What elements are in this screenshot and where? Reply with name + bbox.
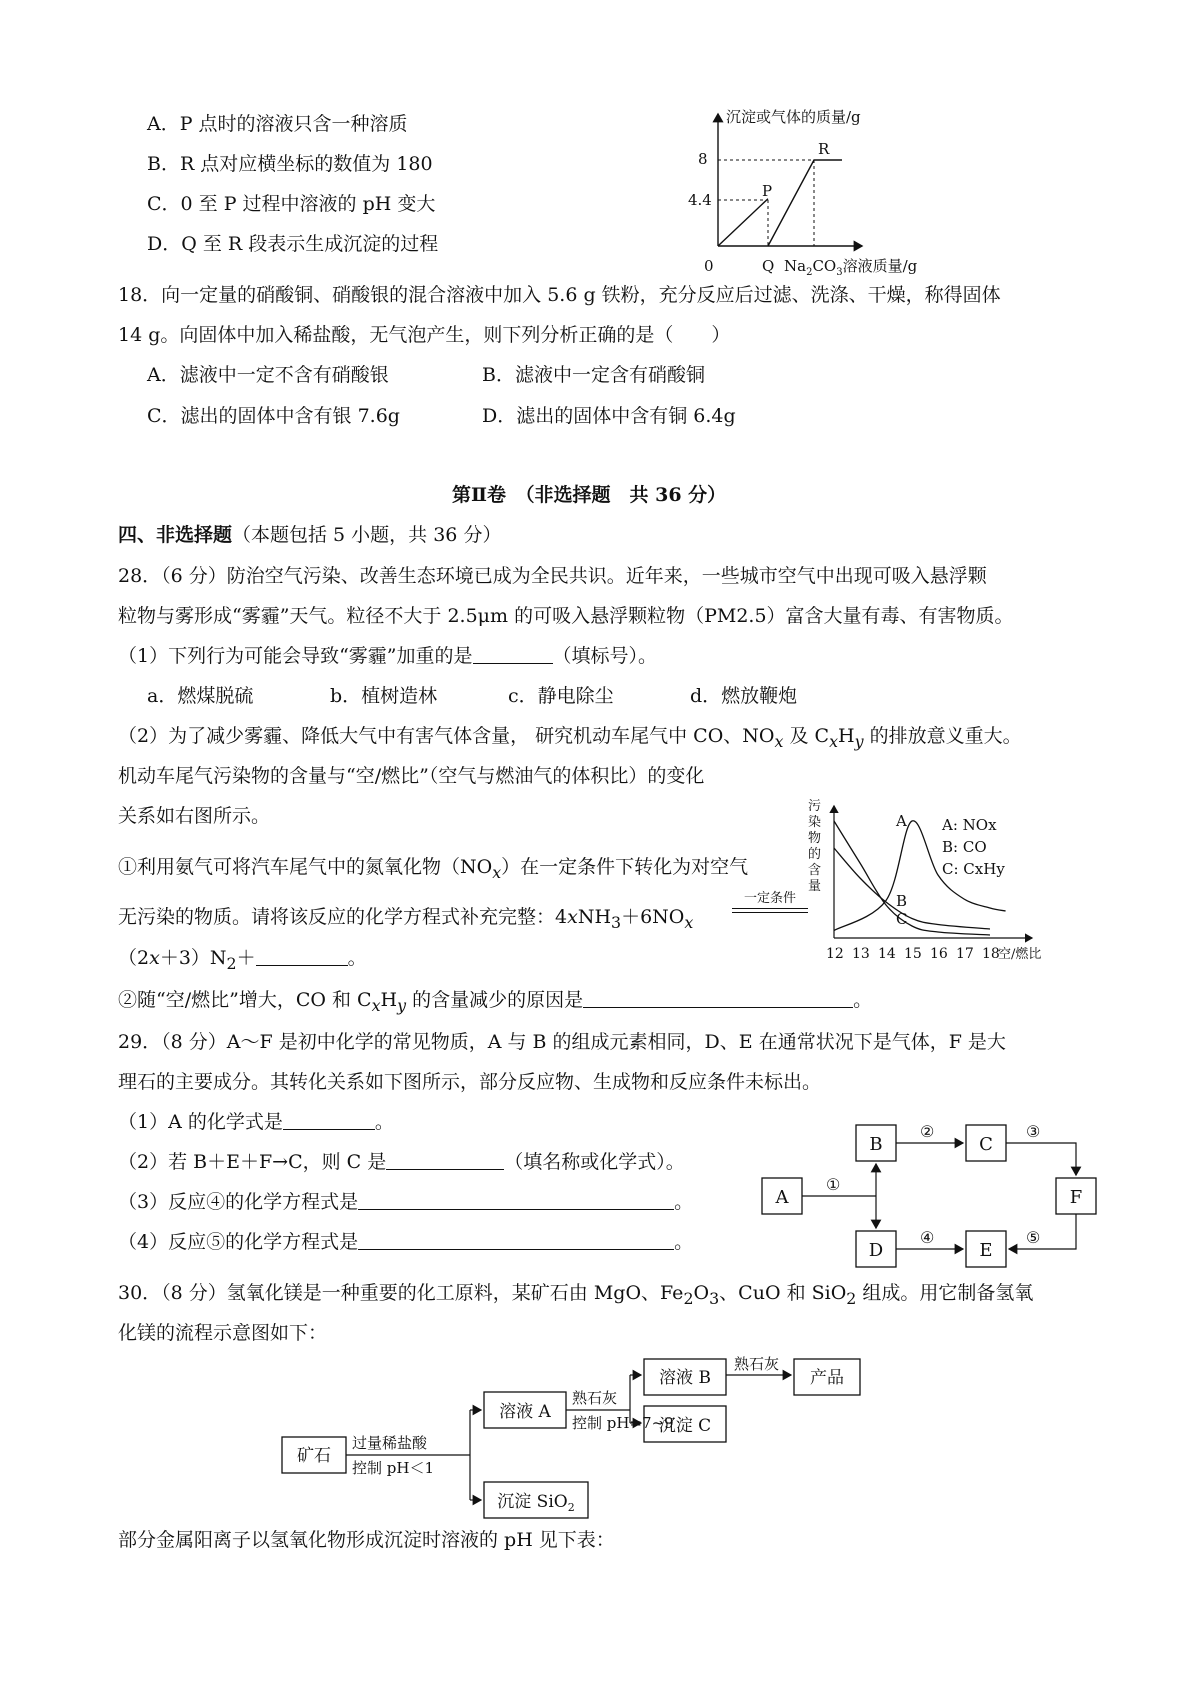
node-d (856, 1231, 896, 1267)
series-gas (718, 199, 768, 246)
box-solution-a (484, 1392, 566, 1428)
svg-text:F: F (1069, 1187, 1083, 1208)
step1-condition: 控制 pH＜1 (352, 1459, 434, 1477)
q28-stem-line1: 28．（6 分）防治空气污染、改善生态环境已成为全民共识。近年来，一些城市空气中出现可吸入悬浮颗 (118, 565, 987, 587)
point-r-label: R (818, 140, 830, 158)
x-tick-17: 17 (956, 946, 974, 962)
x-tick-14: 14 (878, 946, 896, 962)
origin-label: 0 (704, 257, 714, 275)
point-q-label: Q (762, 257, 775, 275)
reaction-3: ③ (1026, 1122, 1041, 1141)
q28-stem-line2: 粒物与雾形成“雾霾”天气。粒径不大于 2.5μm 的可吸入悬浮颗粒物（PM2.5）富含大量有毒、有害物质。 (118, 605, 1014, 627)
answer-blank[interactable] (283, 1111, 375, 1130)
box-ore (282, 1437, 346, 1473)
part-heading: 四、非选择题（本题包括 5 小题，共 36 分） (118, 524, 502, 546)
reaction-4: ④ (920, 1228, 935, 1247)
answer-blank[interactable] (358, 1191, 674, 1210)
process-flowchart (280, 1355, 940, 1515)
y-axis-label: 沉淀或气体的质量/g (726, 108, 861, 126)
conversion-diagram (760, 1115, 1100, 1275)
step3-reagent: 熟石灰 (734, 1355, 780, 1373)
q28-option-d: d．燃放鞭炮 (690, 685, 798, 707)
chart-precipitate-gas (690, 108, 960, 276)
curve-label-c: C (896, 910, 908, 928)
q29-sub4: （4）反应⑤的化学方程式是 。 (118, 1231, 694, 1253)
x-axis-label: 空/燃比 (998, 947, 1042, 962)
svg-text:溶液 A: 溶液 A (499, 1402, 551, 1422)
box-precipitate-sio2 (484, 1482, 588, 1518)
q28-p2: ②随“空/燃比”增大，CO 和 $C_xH_y$ 的含量减少的原因是 。 (118, 989, 873, 1015)
arrow-c-f (1006, 1143, 1076, 1175)
q28-option-b: b．植树造林 (330, 685, 438, 707)
svg-text:E: E (979, 1240, 993, 1261)
q18-option-d: D．滤出的固体中含有铜 6.4g (482, 405, 736, 427)
answer-blank[interactable] (358, 1231, 674, 1250)
curve-label-a: A (896, 812, 907, 830)
x-tick-16: 16 (930, 946, 948, 962)
legend-b: B: CO (942, 838, 987, 856)
q30-stem-line1: 30．（8 分）氢氧化镁是一种重要的化工原料，某矿石由 MgO、$Fe_2O_3$、CuO 和 SiO$_2$ 组成。用它制备氢氧 (118, 1282, 1034, 1308)
x-tick-12: 12 (826, 946, 844, 962)
box-solution-b (644, 1359, 726, 1395)
y-label-char: 物 (808, 831, 822, 846)
legend-a: A: NOx (942, 816, 997, 834)
arrow-f-e (1009, 1214, 1076, 1249)
svg-text:矿石: 矿石 (297, 1446, 331, 1466)
svg-text:产品: 产品 (810, 1368, 844, 1388)
x-tick-15: 15 (904, 946, 922, 962)
reaction-5: ⑤ (1026, 1228, 1041, 1247)
answer-blank[interactable] (583, 989, 853, 1008)
answer-blank[interactable] (386, 1151, 504, 1170)
q30-table-intro: 部分金属阳离子以氢氧化物形成沉淀时溶液的 pH 见下表： (118, 1529, 615, 1551)
legend-c: C: CxHy (942, 860, 1005, 878)
answer-blank[interactable] (256, 947, 348, 966)
q18-option-a: A．滤液中一定不含有硝酸银 (147, 364, 389, 386)
y-label-char: 的 (808, 847, 822, 862)
x-tick-18: 18 (982, 946, 1000, 962)
q30-stem-line2: 化镁的流程示意图如下： (118, 1322, 328, 1344)
q28-line-d: 关系如右图所示。 (118, 805, 271, 827)
svg-text:沉淀 C: 沉淀 C (658, 1416, 712, 1436)
q29-sub2: （2）若 B＋E＋F→C，则 C 是 （填名称或化学式）。 (118, 1151, 685, 1173)
ytick-8: 8 (698, 150, 708, 168)
q18-option-b: B．滤液中一定含有硝酸铜 (482, 364, 705, 386)
x-tick-13: 13 (852, 946, 870, 962)
node-c (966, 1125, 1006, 1161)
q29-sub3: （3）反应④的化学方程式是 。 (118, 1191, 694, 1213)
node-a (762, 1178, 802, 1214)
reaction-2: ② (920, 1122, 935, 1141)
series-precipitate (768, 160, 842, 246)
ytick-4.4: 4.4 (688, 191, 712, 209)
reaction-1: ① (826, 1175, 841, 1194)
step1-reagent: 过量稀盐酸 (352, 1434, 428, 1452)
step2-condition: 控制 pH=7~9 (572, 1414, 674, 1432)
q28-line-c: 机动车尾气污染物的含量与“空/燃比”（空气与燃油气的体积比）的变化 (118, 765, 705, 787)
svg-text:C: C (979, 1134, 993, 1155)
reaction-condition: 一定条件 (732, 892, 808, 913)
q18-stem-line1: 18．向一定量的硝酸铜、硝酸银的混合溶液中加入 5.6 g 铁粉，充分反应后过滤、洗涤、干燥，称得固体 (118, 284, 1001, 306)
node-f (1056, 1178, 1096, 1214)
svg-text:A: A (775, 1187, 789, 1208)
curve-label-b: B (896, 892, 908, 910)
svg-text:B: B (869, 1134, 883, 1155)
q18-stem-line2: 14 g。向固体中加入稀盐酸，无气泡产生，则下列分析正确的是（ ） (118, 324, 731, 346)
node-e (966, 1231, 1006, 1267)
y-label-char: 污 (808, 799, 822, 814)
q28-sub2: （2）为了减少雾霾、降低大气中有害气体含量， 研究机动车尾气中 CO、$NO_x$ 及 $C_xH_y$ 的排放意义重大。 (118, 725, 1022, 751)
y-label-char: 量 (808, 879, 822, 894)
q18-option-c: C．滤出的固体中含有银 7.6g (147, 405, 400, 427)
q28-option-a: a．燃煤脱硫 (147, 685, 254, 707)
node-b (856, 1125, 896, 1161)
y-label-char: 染 (808, 815, 822, 830)
q29-stem-line2: 理石的主要成分。其转化关系如下图所示，部分反应物、生成物和反应条件未标出。 (118, 1071, 822, 1093)
q29-stem-line1: 29．（8 分）A～F 是初中化学的常见物质，A 与 B 的组成元素相同，D、E 在通常状况下是气体，F 是大 (118, 1031, 1006, 1053)
point-p-label: P (762, 182, 773, 200)
svg-text:沉淀 SiO2: 沉淀 SiO$_2$ (497, 1492, 575, 1514)
q28-option-c: c．静电除尘 (508, 685, 614, 707)
q17-option-d: D．Q 至 R 段表示生成沉淀的过程 (147, 233, 439, 255)
q28-p1-line3: $(2x+3)N_2+$ 。 (118, 947, 367, 973)
svg-text:溶液 B: 溶液 B (659, 1368, 711, 1388)
y-axis-label (808, 799, 821, 894)
chart-pollutants (800, 800, 1060, 970)
q29-sub1: （1）A 的化学式是 。 (118, 1111, 394, 1133)
q28-p1-line2: 无污染的物质。请将该反应的化学方程式补充完整：$4xNH_3+6NO_x$ (118, 906, 694, 932)
q17-option-b: B．R 点对应横坐标的数值为 180 (147, 153, 433, 175)
q17-option-a: A．P 点时的溶液只含一种溶质 (147, 113, 408, 135)
section-title: 第Ⅱ卷 （非选择题 共 36 分） (452, 484, 727, 506)
x-axis-label: $Na_2CO_3$溶液质量/g (784, 257, 918, 278)
y-label-char: 含 (808, 863, 822, 878)
answer-blank[interactable] (473, 645, 553, 664)
q28-p1-line1: ①利用氨气可将汽车尾气中的氮氧化物$(NO_x)$在一定条件下转化为对空气 (118, 856, 749, 882)
step2-reagent: 熟石灰 (572, 1389, 618, 1407)
q17-option-c: C．0 至 P 过程中溶液的 pH 变大 (147, 193, 436, 215)
q28-sub1: （1）下列行为可能会导致“雾霾”加重的是 （填标号）。 (118, 645, 658, 667)
svg-text:D: D (868, 1240, 884, 1261)
box-product (794, 1359, 860, 1395)
